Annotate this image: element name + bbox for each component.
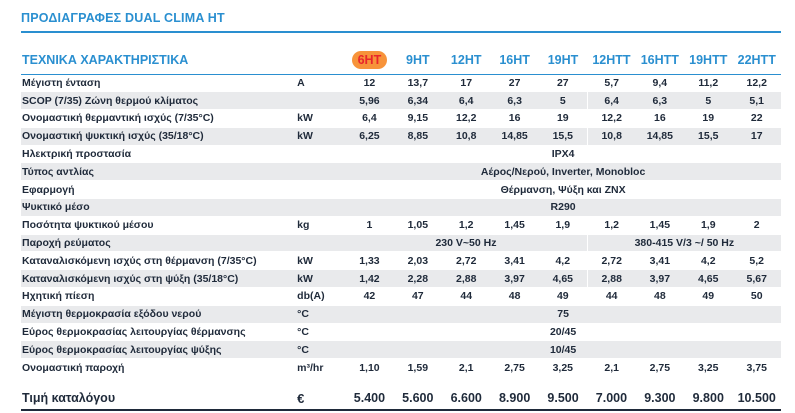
cell-value: 1,59 bbox=[394, 359, 442, 377]
price-value: 9.500 bbox=[539, 388, 587, 410]
cell-value: 2,88 bbox=[587, 270, 635, 288]
cell-value: 3,97 bbox=[490, 270, 538, 288]
row-unit: kW bbox=[295, 110, 345, 128]
row-label: Εφαρμογή bbox=[21, 181, 295, 199]
model-header: 9HT bbox=[394, 46, 442, 74]
cell-value: 27 bbox=[539, 74, 587, 92]
row-unit bbox=[295, 234, 345, 252]
cell-value: 5 bbox=[684, 92, 732, 110]
cell-value-span: 20/45 bbox=[345, 323, 781, 341]
cell-value: 6,34 bbox=[394, 92, 442, 110]
cell-value: 6,3 bbox=[490, 92, 538, 110]
model-header: 16HTT bbox=[636, 46, 684, 74]
price-row bbox=[21, 388, 781, 410]
table-row bbox=[21, 341, 781, 359]
cell-value: 1,9 bbox=[539, 216, 587, 234]
cell-value: 15,5 bbox=[684, 127, 732, 145]
table-row bbox=[21, 305, 781, 323]
price-value: 6.600 bbox=[442, 388, 490, 410]
cell-value: 4,2 bbox=[684, 252, 732, 270]
row-unit: kW bbox=[295, 252, 345, 270]
cell-value: 9,4 bbox=[636, 74, 684, 92]
row-label: Μέγιστη θερμοκρασία εξόδου νερού bbox=[21, 305, 295, 323]
row-unit bbox=[295, 145, 345, 163]
cell-value: 1,10 bbox=[345, 359, 393, 377]
model-header: 16HT bbox=[490, 46, 538, 74]
cell-value: 5 bbox=[539, 92, 587, 110]
model-header: 22HTT bbox=[732, 46, 781, 74]
cell-value: 2,75 bbox=[490, 359, 538, 377]
cell-value: 5,67 bbox=[732, 270, 781, 288]
model-header: 12HTT bbox=[587, 46, 635, 74]
table-row bbox=[21, 127, 781, 145]
table-header-label: ΤΕΧΝΙΚΑ ΧΑΡΑΚΤΗΡΙΣΤΙΚΑ bbox=[21, 46, 295, 74]
cell-value: 1,45 bbox=[490, 216, 538, 234]
cell-value: 6,4 bbox=[345, 110, 393, 128]
price-value: 9.800 bbox=[684, 388, 732, 410]
cell-value: 2,1 bbox=[442, 359, 490, 377]
cell-value: 10,8 bbox=[587, 127, 635, 145]
cell-value: 4,2 bbox=[539, 252, 587, 270]
cell-value: 44 bbox=[587, 288, 635, 306]
cell-value: 27 bbox=[490, 74, 538, 92]
row-label: Καταναλισκόμενη ισχύς στη ψύξη (35/18°C) bbox=[21, 270, 295, 288]
cell-value: 2,75 bbox=[636, 359, 684, 377]
cell-value-span: 75 bbox=[345, 305, 781, 323]
table-row bbox=[21, 270, 781, 288]
cell-value: 16 bbox=[636, 110, 684, 128]
cell-value: 4,65 bbox=[684, 270, 732, 288]
row-label: Τύπος αντλίας bbox=[21, 163, 295, 181]
row-label: Παροχή ρεύματος bbox=[21, 234, 295, 252]
cell-value: 2,72 bbox=[442, 252, 490, 270]
cell-value: 12,2 bbox=[587, 110, 635, 128]
cell-value: 12 bbox=[345, 74, 393, 92]
cell-value: 44 bbox=[442, 288, 490, 306]
cell-value-group: 380-415 V/3 ~/ 50 Hz bbox=[587, 234, 781, 252]
cell-value: 22 bbox=[732, 110, 781, 128]
model-header: 19HTT bbox=[684, 46, 732, 74]
cell-value: 19 bbox=[684, 110, 732, 128]
row-label: Εύρος θερμοκρασίας λειτουργίας ψύξης bbox=[21, 341, 295, 359]
row-unit: °C bbox=[295, 323, 345, 341]
cell-value: 2 bbox=[732, 216, 781, 234]
cell-value: 1,33 bbox=[345, 252, 393, 270]
row-unit bbox=[295, 181, 345, 199]
row-unit: db(A) bbox=[295, 288, 345, 306]
price-value: 9.300 bbox=[636, 388, 684, 410]
row-label: Ηχητική πίεση bbox=[21, 288, 295, 306]
price-value: 10.500 bbox=[732, 388, 781, 410]
cell-value: 4,65 bbox=[539, 270, 587, 288]
cell-value: 6,4 bbox=[587, 92, 635, 110]
row-unit: °C bbox=[295, 341, 345, 359]
row-unit bbox=[295, 199, 345, 217]
cell-value: 16 bbox=[490, 110, 538, 128]
cell-value: 1 bbox=[345, 216, 393, 234]
cell-value-span: Αέρος/Νερού, Inverter, Monobloc bbox=[345, 163, 781, 181]
cell-value: 6,3 bbox=[636, 92, 684, 110]
cell-value: 3,41 bbox=[636, 252, 684, 270]
row-label: Ονομαστική ψυκτική ισχύς (35/18°C) bbox=[21, 127, 295, 145]
cell-value-group: 230 V~50 Hz bbox=[345, 234, 587, 252]
table-row bbox=[21, 74, 781, 92]
cell-value: 2,88 bbox=[442, 270, 490, 288]
cell-value: 1,9 bbox=[684, 216, 732, 234]
row-unit bbox=[295, 163, 345, 181]
spacer-cell bbox=[21, 377, 781, 388]
cell-value: 42 bbox=[345, 288, 393, 306]
cell-value: 5,1 bbox=[732, 92, 781, 110]
table-row bbox=[21, 359, 781, 377]
cell-value: 11,2 bbox=[684, 74, 732, 92]
model-header: 19HT bbox=[539, 46, 587, 74]
row-unit: kg bbox=[295, 216, 345, 234]
cell-value: 48 bbox=[490, 288, 538, 306]
row-unit: °C bbox=[295, 305, 345, 323]
row-label: Ψυκτικό μέσο bbox=[21, 199, 295, 217]
row-label: Ποσότητα ψυκτικού μέσου bbox=[21, 216, 295, 234]
price-value: 7.000 bbox=[587, 388, 635, 410]
price-value: 5.600 bbox=[394, 388, 442, 410]
row-label: Καταναλισκόμενη ισχύς στη θέρμανση (7/35°C) bbox=[21, 252, 295, 270]
table-row bbox=[21, 234, 781, 252]
spacer-row bbox=[21, 377, 781, 388]
cell-value: 10,8 bbox=[442, 127, 490, 145]
spec-table bbox=[21, 46, 781, 411]
cell-value: 2,03 bbox=[394, 252, 442, 270]
table-row bbox=[21, 163, 781, 181]
cell-value: 1,2 bbox=[587, 216, 635, 234]
cell-value: 12,2 bbox=[732, 74, 781, 92]
table-row bbox=[21, 252, 781, 270]
table-row bbox=[21, 323, 781, 341]
cell-value: 14,85 bbox=[490, 127, 538, 145]
cell-value: 1,45 bbox=[636, 216, 684, 234]
cell-value: 13,7 bbox=[394, 74, 442, 92]
price-value: 5.400 bbox=[345, 388, 393, 410]
title-divider bbox=[21, 31, 781, 33]
cell-value: 3,25 bbox=[539, 359, 587, 377]
cell-value: 3,41 bbox=[490, 252, 538, 270]
cell-value: 6,4 bbox=[442, 92, 490, 110]
price-label: Τιμή καταλόγου bbox=[21, 388, 295, 410]
row-unit: kW bbox=[295, 127, 345, 145]
cell-value: 50 bbox=[732, 288, 781, 306]
row-label: Εύρος θερμοκρασίας λειτουργίας θέρμανσης bbox=[21, 323, 295, 341]
cell-value: 9,15 bbox=[394, 110, 442, 128]
table-header-row bbox=[21, 46, 781, 74]
row-label: SCOP (7/35) Ζώνη θερμού κλίματος bbox=[21, 92, 295, 110]
cell-value: 1,05 bbox=[394, 216, 442, 234]
row-unit: kW bbox=[295, 270, 345, 288]
cell-value: 6,25 bbox=[345, 127, 393, 145]
cell-value: 3,75 bbox=[732, 359, 781, 377]
cell-value: 5,96 bbox=[345, 92, 393, 110]
cell-value: 48 bbox=[636, 288, 684, 306]
row-unit: m³/hr bbox=[295, 359, 345, 377]
table-row bbox=[21, 216, 781, 234]
table-row bbox=[21, 199, 781, 217]
cell-value: 17 bbox=[442, 74, 490, 92]
row-label: Ηλεκτρική προστασία bbox=[21, 145, 295, 163]
table-row bbox=[21, 288, 781, 306]
cell-value: 2,72 bbox=[587, 252, 635, 270]
cell-value: 3,97 bbox=[636, 270, 684, 288]
table-row bbox=[21, 181, 781, 199]
cell-value: 2,28 bbox=[394, 270, 442, 288]
cell-value: 5,7 bbox=[587, 74, 635, 92]
page-title: ΠΡΟΔΙΑΓΡΑΦΕΣ DUAL CLIMA HT bbox=[21, 11, 225, 25]
cell-value: 2,1 bbox=[587, 359, 635, 377]
cell-value: 8,85 bbox=[394, 127, 442, 145]
cell-value: 1,42 bbox=[345, 270, 393, 288]
cell-value: 3,25 bbox=[684, 359, 732, 377]
cell-value: 19 bbox=[539, 110, 587, 128]
price-value: 8.900 bbox=[490, 388, 538, 410]
row-label: Μέγιστη ένταση bbox=[21, 74, 295, 92]
model-header bbox=[345, 46, 393, 74]
cell-value: 49 bbox=[684, 288, 732, 306]
table-row bbox=[21, 92, 781, 110]
cell-value-span: R290 bbox=[345, 199, 781, 217]
cell-value: 15,5 bbox=[539, 127, 587, 145]
cell-value-span: Θέρμανση, Ψύξη και ZNX bbox=[345, 181, 781, 199]
price-currency: € bbox=[295, 388, 345, 410]
cell-value: 17 bbox=[732, 127, 781, 145]
row-label: Ονομαστική παροχή bbox=[21, 359, 295, 377]
cell-value-span: IPX4 bbox=[345, 145, 781, 163]
cell-value: 47 bbox=[394, 288, 442, 306]
cell-value: 12,2 bbox=[442, 110, 490, 128]
cell-value: 14,85 bbox=[636, 127, 684, 145]
table-header-unit bbox=[295, 46, 345, 74]
cell-value: 1,2 bbox=[442, 216, 490, 234]
model-header-highlighted: 6HT bbox=[352, 51, 388, 69]
table-row bbox=[21, 110, 781, 128]
row-unit: A bbox=[295, 74, 345, 92]
cell-value: 49 bbox=[539, 288, 587, 306]
table-row bbox=[21, 145, 781, 163]
model-header: 12HT bbox=[442, 46, 490, 74]
cell-value-span: 10/45 bbox=[345, 341, 781, 359]
row-unit bbox=[295, 92, 345, 110]
row-label: Ονομαστική θερμαντική ισχύς (7/35°C) bbox=[21, 110, 295, 128]
cell-value: 5,2 bbox=[732, 252, 781, 270]
